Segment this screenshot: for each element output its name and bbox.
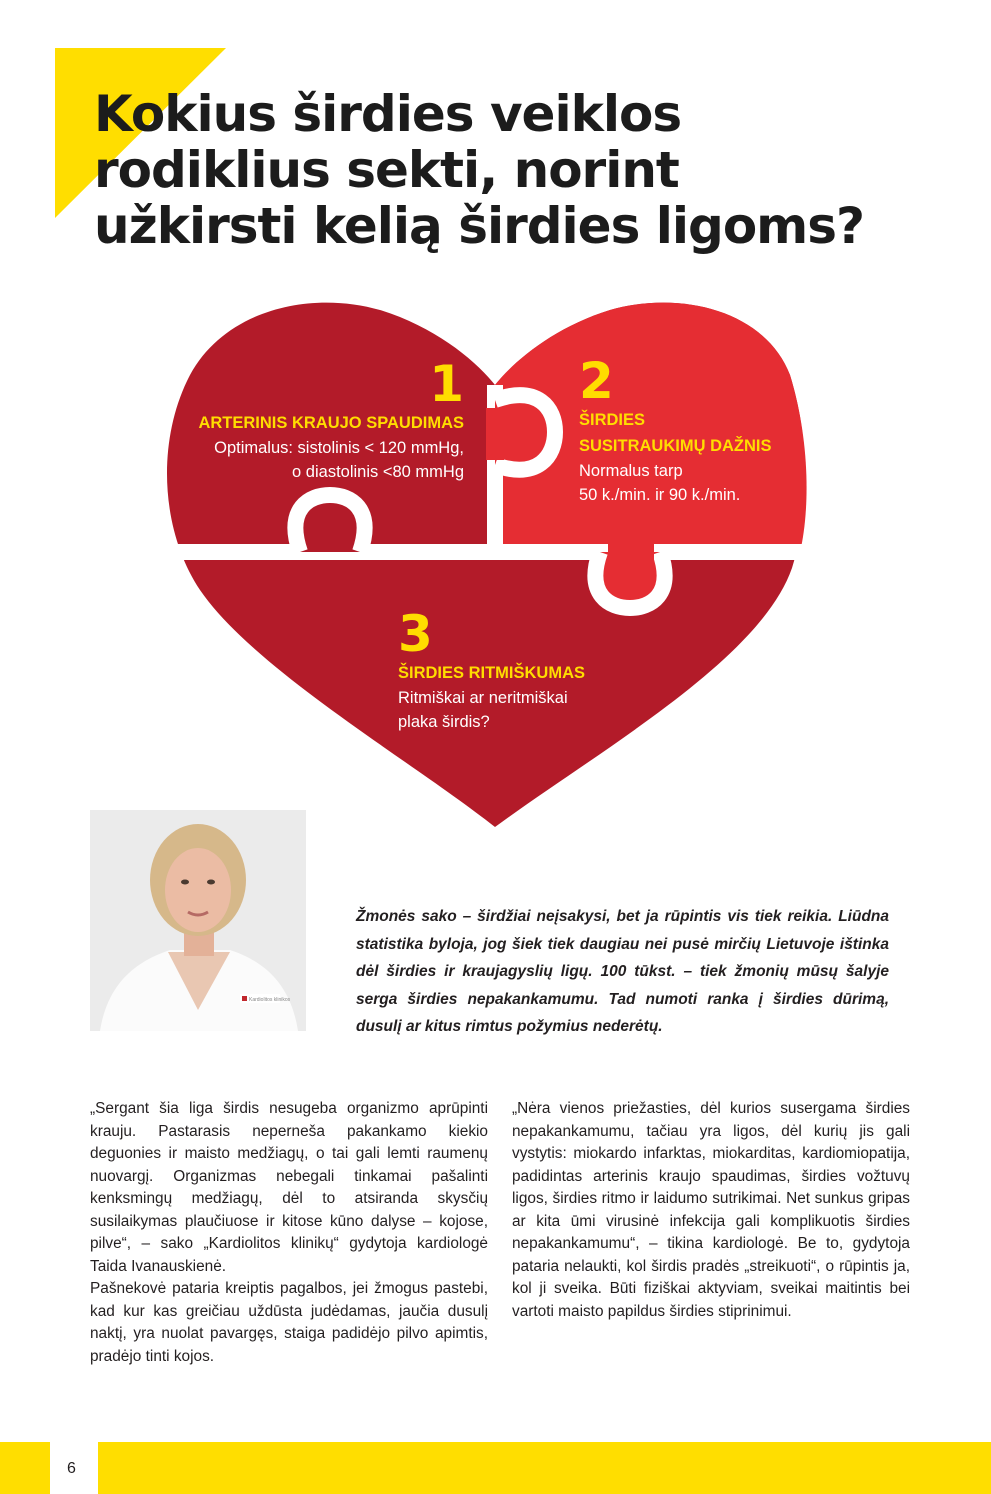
puzzle-body-line: plaka širdis? [398, 713, 490, 731]
puzzle-body-line: Ritmiškai ar neritmiškai [398, 689, 568, 707]
title-line: rodiklius sekti, norint [94, 141, 679, 199]
puzzle-heading: ARTERINIS KRAUJO SPAUDIMAS [198, 414, 464, 432]
puzzle-body-line: o diastolinis <80 mmHg [292, 463, 464, 481]
puzzle-piece-3 [398, 605, 678, 734]
paragraph: „Nėra vienos priežasties, dėl kurios susergama širdies nepakankamumu, tačiau yra ligos, dėl kurių jis gali vystytis: miokardo infarktas, miokarditas, kardiomiopatija, padidintas arterinis kraujo spaudimas, širdies vožtuvų ligos, širdies ritmo ir laidumo sutrikimai. Net sunkus gripas ar kita ūmi virusinė infekcija gali komplikuotis širdies nepakankamumu“, – tikina kardiologė. Be to, gydytoja pataria nelaukti, kol širdis pradės „streikuoti“, o rūpintis ja, kol ji sveika. Būti fiziškai aktyviam, sveikai maitintis bei vartoti maisto papildus širdies stiprinimui. [512, 1100, 910, 1320]
body-column-left [90, 1098, 488, 1368]
puzzle-body-line: Normalus tarp [579, 462, 683, 480]
footer-bar [98, 1442, 991, 1494]
article-lead: Žmonės sako – širdžiai neįsakysi, bet ja rūpintis vis tiek reikia. Liūdna statistika byloja, jog šiek tiek daugiau nei pusė mirčių Lietuvoje ištinka dėl širdies ir kraujagyslių ligų. 100 tūkst. – tiek žmonių mūsų šalyje serga širdies nepakankamumu. Tad numoti ranka į širdies dūrimą, dusulį ar kitus rimtus požymius nederėtų. [356, 908, 889, 1035]
footer-square [0, 1442, 50, 1494]
puzzle-body-line: Optimalus: sistolinis < 120 mmHg, [214, 439, 464, 457]
body-column-right [512, 1098, 910, 1323]
puzzle-body-line: 50 k./min. ir 90 k./min. [579, 486, 741, 504]
puzzle-heading-line: SUSITRAUKIMŲ DAŽNIS [579, 437, 772, 455]
puzzle-piece-2 [579, 352, 809, 507]
title-line: Kokius širdies veiklos [94, 85, 682, 143]
article-title [94, 86, 954, 254]
puzzle-heading-line: ŠIRDIES [579, 411, 646, 429]
puzzle-number: 2 [579, 352, 614, 410]
puzzle-piece-1 [180, 355, 464, 484]
puzzle-number: 1 [429, 355, 464, 413]
title-line: užkirsti kelią širdies ligoms? [94, 197, 865, 255]
puzzle-number: 3 [398, 605, 433, 663]
paragraph: „Sergant šia liga širdis nesugeba organizmo aprūpinti krauju. Pastarasis neperneša pakankamo kiekio deguonies ir maisto medžiagų, o tai gali lemti raumenų nuovargį. Organizmas nebegali tinkamai pašalinti kenksmingų medžiagų, dėl to atsiranda skysčių susilaikymas plaučiuose ir kitose kūno dalyse – kojose, pilve“, – sako „Kardiolitos klinikų“ gydytoja kardiologė Taida Ivanauskienė. [90, 1100, 488, 1275]
puzzle-heading: ŠIRDIES RITMIŠKUMAS [398, 664, 586, 682]
page-number: 6 [67, 1460, 76, 1477]
paragraph: Pašnekovė pataria kreiptis pagalbos, jei žmogus pastebi, kad kur kas greičiau uždūsta judėdamas, jaučia dusulį naktį, yra nuolat pavargęs, staiga padidėjo pilvo apimtis, pradėjo tinti kojos. [90, 1280, 488, 1365]
doctor-portrait-photo [90, 810, 306, 1031]
coat-badge-text: Kardiolitos klinikos [249, 997, 291, 1003]
